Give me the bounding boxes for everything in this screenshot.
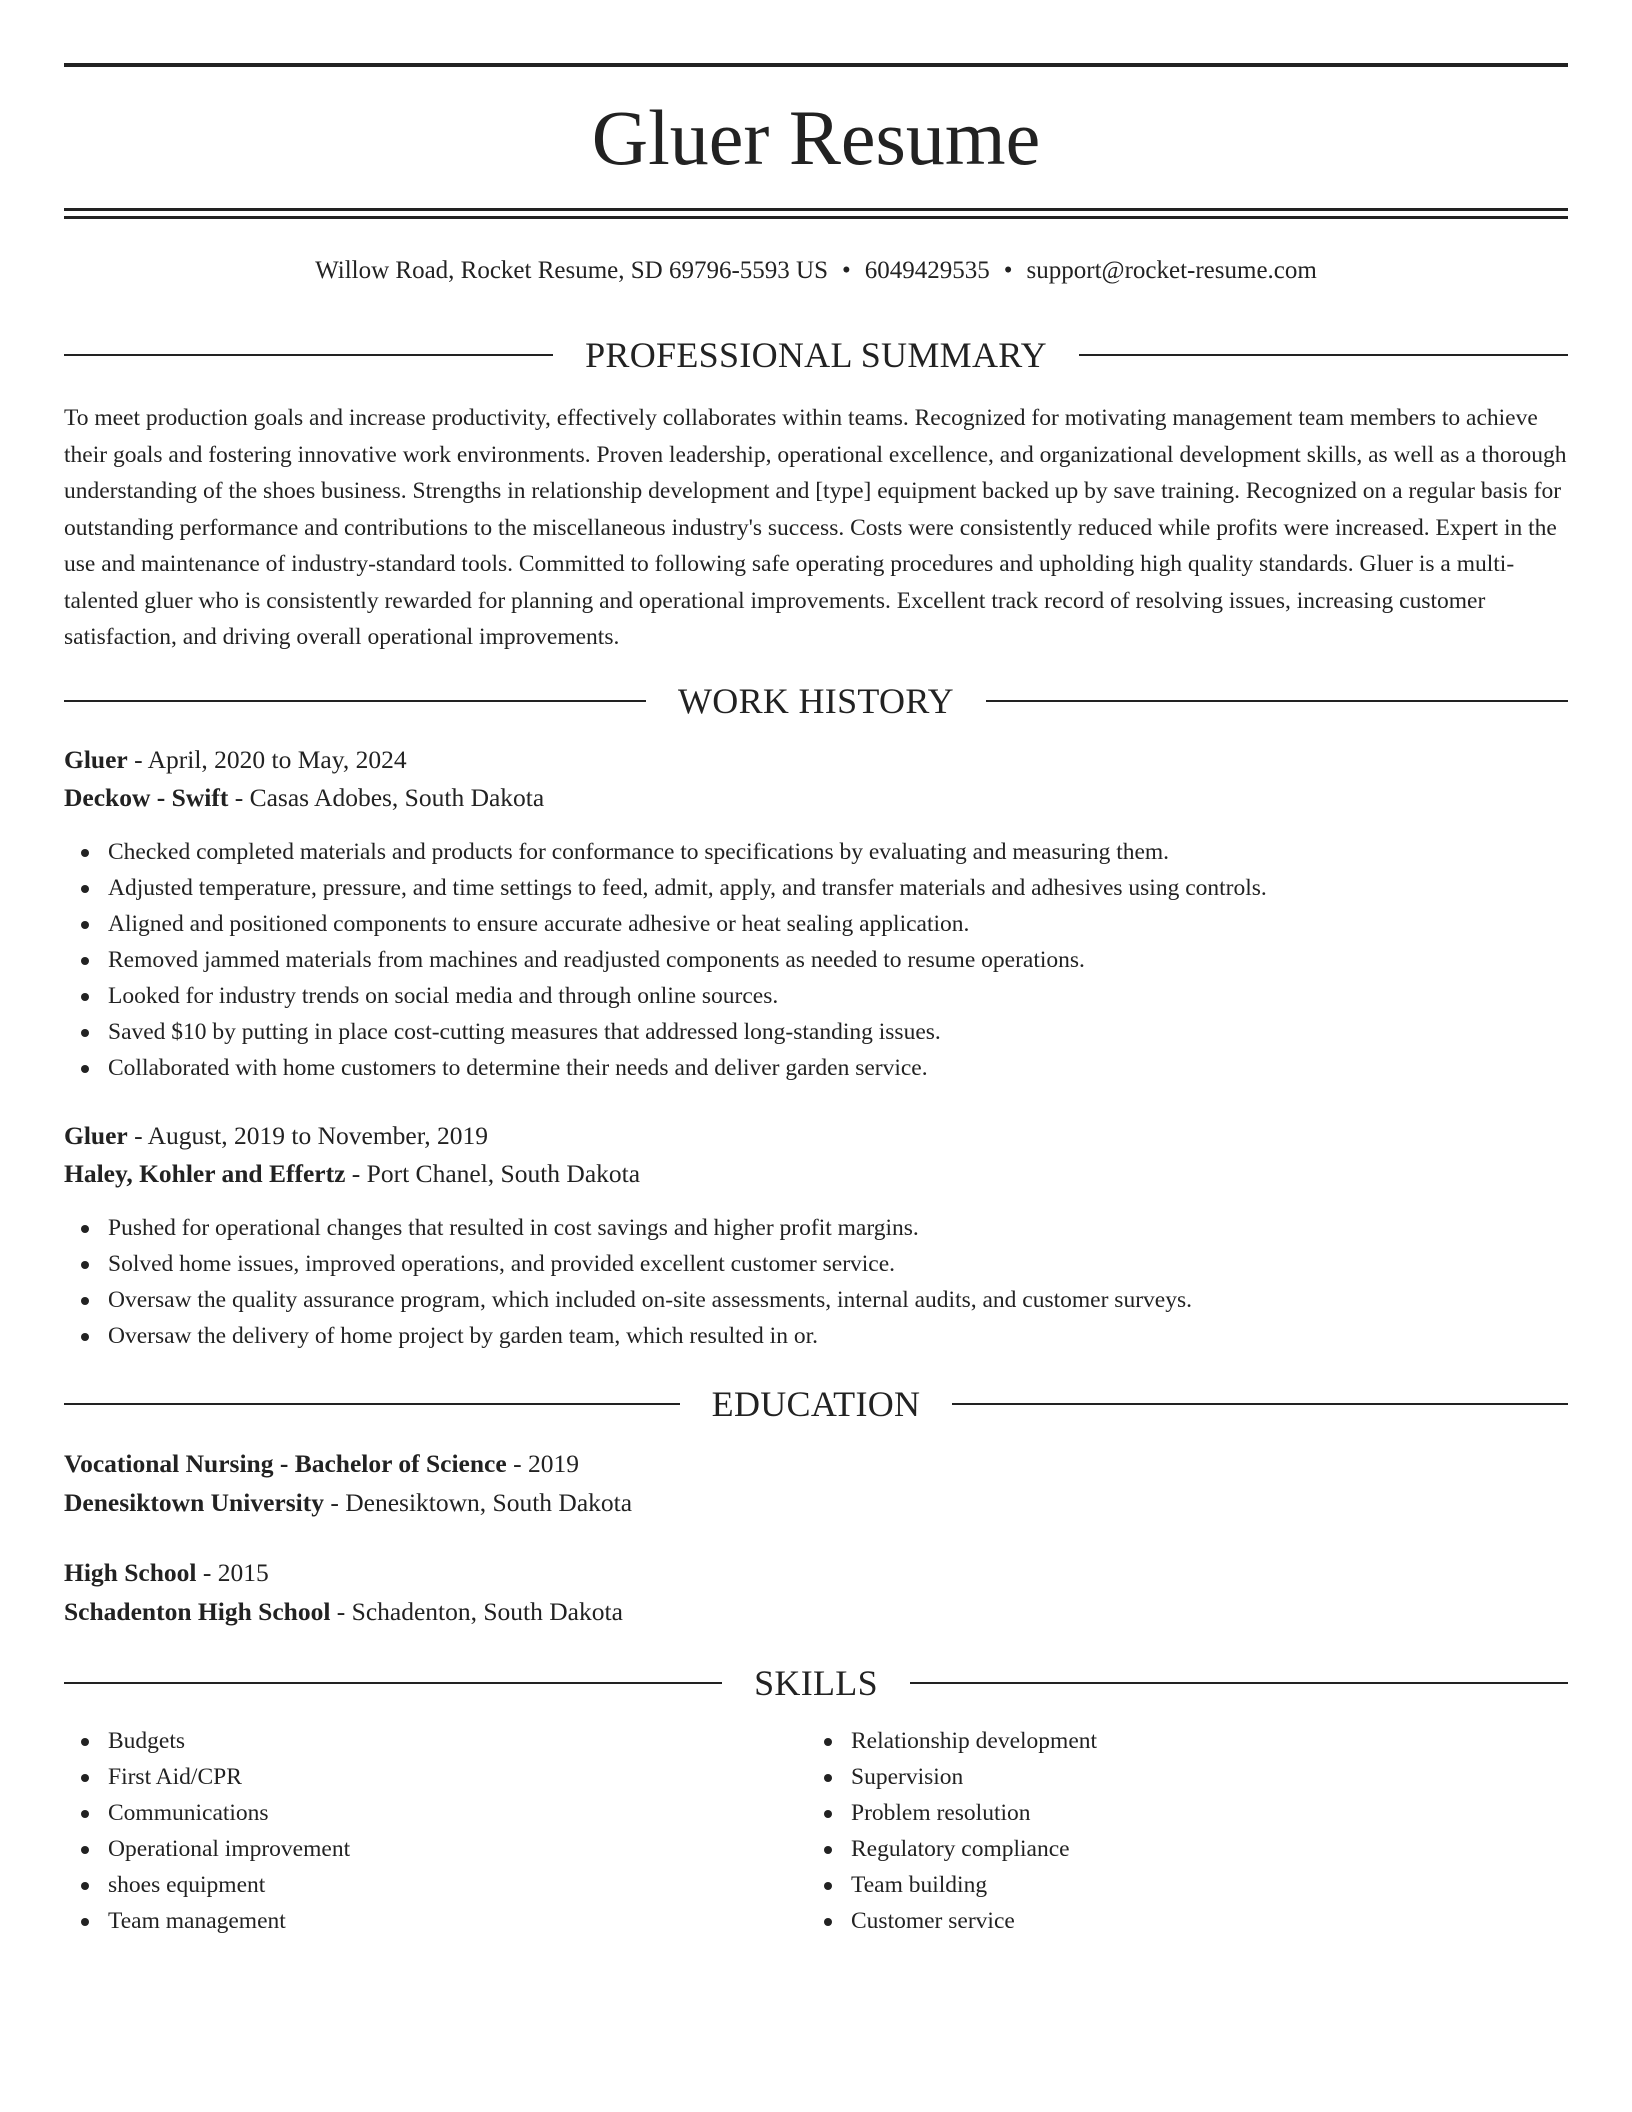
heading-rule-left bbox=[64, 1682, 722, 1684]
bullet-icon bbox=[81, 1333, 89, 1341]
skills-list-left bbox=[64, 1723, 764, 1939]
list-item-text: Budgets bbox=[108, 1728, 186, 1754]
job-bullets bbox=[64, 1210, 1568, 1354]
bullet-icon bbox=[824, 1846, 832, 1854]
bullet-icon bbox=[81, 1810, 89, 1818]
contact-address: Willow Road, Rocket Resume, SD 69796-5593 US bbox=[315, 257, 829, 284]
list-item bbox=[64, 1831, 764, 1867]
job-employer-line: Haley, Kohler and Effertz - Port Chanel, South Dakota bbox=[64, 1159, 641, 1188]
section-heading-education bbox=[64, 1382, 1568, 1426]
list-item-text: Supervision bbox=[851, 1764, 964, 1790]
list-item-text: Removed jammed materials from machines and readjusted components as needed to resume operations. bbox=[108, 947, 1085, 973]
resume-title: Gluer Resume bbox=[591, 94, 1041, 181]
list-item-text: shoes equipment bbox=[108, 1872, 266, 1898]
education-degree: Vocational Nursing - Bachelor of Science bbox=[64, 1449, 507, 1478]
list-item-text: Solved home issues, improved operations, and provided excellent customer service. bbox=[108, 1251, 896, 1277]
list-item bbox=[807, 1831, 1507, 1867]
list-item bbox=[807, 1795, 1507, 1831]
section-title-skills: SKILLS bbox=[754, 1663, 878, 1703]
list-item bbox=[64, 1723, 764, 1759]
job-title-line: Gluer - April, 2020 to May, 2024 bbox=[64, 745, 407, 774]
job-bullets bbox=[64, 834, 1568, 1086]
education-location: Schadenton, South Dakota bbox=[351, 1597, 623, 1626]
bullet-icon bbox=[824, 1774, 832, 1782]
contact-separator: • bbox=[842, 257, 851, 284]
job-location: Casas Adobes, South Dakota bbox=[249, 783, 545, 812]
heading-rule-left bbox=[64, 354, 553, 356]
contact-email[interactable]: support@rocket-resume.com bbox=[1026, 257, 1317, 284]
title-rule-lower bbox=[64, 216, 1568, 219]
list-item bbox=[64, 870, 1568, 906]
bullet-icon bbox=[824, 1738, 832, 1746]
bullet-icon bbox=[81, 1225, 89, 1233]
list-item bbox=[64, 978, 1568, 1014]
list-item-text: Oversaw the delivery of home project by garden team, which resulted in or. bbox=[108, 1323, 818, 1349]
education-degree-line: Vocational Nursing - Bachelor of Science - 2019 bbox=[64, 1449, 579, 1478]
bullet-icon bbox=[824, 1810, 832, 1818]
bullet-icon bbox=[81, 1774, 89, 1782]
list-item-text: Problem resolution bbox=[851, 1800, 1031, 1826]
heading-rule-left bbox=[64, 1403, 680, 1405]
contact-phone: 6049429535 bbox=[864, 257, 990, 284]
bullet-icon bbox=[81, 1297, 89, 1305]
bullet-icon bbox=[824, 1918, 832, 1926]
job-employer: Haley, Kohler and Effertz bbox=[64, 1159, 346, 1188]
list-item bbox=[64, 906, 1568, 942]
list-item bbox=[807, 1903, 1507, 1939]
skills-list-right bbox=[807, 1723, 1507, 1939]
heading-rule-right bbox=[986, 700, 1568, 702]
list-item-text: Pushed for operational changes that resulted in cost savings and higher profit margins. bbox=[108, 1215, 919, 1241]
education-degree: High School bbox=[64, 1558, 197, 1587]
list-item-text: Operational improvement bbox=[108, 1836, 351, 1862]
list-item-text: Communications bbox=[108, 1800, 269, 1826]
education-school-line: Denesiktown University - Denesiktown, South Dakota bbox=[64, 1488, 633, 1517]
list-item-text: Collaborated with home customers to determine their needs and deliver garden service. bbox=[108, 1055, 928, 1081]
section-title-summary: PROFESSIONAL SUMMARY bbox=[585, 335, 1047, 375]
education-location: Denesiktown, South Dakota bbox=[345, 1488, 633, 1517]
list-item-text: Customer service bbox=[851, 1908, 1015, 1934]
contact-separator: • bbox=[1003, 257, 1013, 284]
bullet-icon bbox=[81, 1029, 89, 1037]
job-title: Gluer bbox=[64, 745, 128, 774]
bullet-icon bbox=[81, 1882, 89, 1890]
list-item-text: Aligned and positioned components to ensure accurate adhesive or heat sealing application. bbox=[108, 911, 970, 937]
list-item bbox=[64, 1014, 1568, 1050]
bullet-icon bbox=[81, 1846, 89, 1854]
education-school: Denesiktown University bbox=[64, 1488, 324, 1517]
section-heading-work-history bbox=[64, 679, 1568, 723]
list-item bbox=[64, 1759, 764, 1795]
job-title-line: Gluer - August, 2019 to November, 2019 bbox=[64, 1121, 488, 1150]
list-item bbox=[64, 1246, 1568, 1282]
heading-rule-right bbox=[910, 1682, 1568, 1684]
job-dates: April, 2020 to May, 2024 bbox=[147, 745, 407, 774]
job-title: Gluer bbox=[64, 1121, 128, 1150]
bullet-icon bbox=[81, 849, 89, 857]
bullet-icon bbox=[81, 1065, 89, 1073]
education-year: 2015 bbox=[217, 1558, 269, 1587]
bullet-icon bbox=[81, 993, 89, 1001]
section-title-work-history: WORK HISTORY bbox=[678, 681, 954, 721]
list-item bbox=[64, 1795, 764, 1831]
bullet-icon bbox=[81, 921, 89, 929]
list-item-text: Checked completed materials and products for conformance to specifications by evaluating and measuring them. bbox=[108, 839, 1170, 865]
list-item bbox=[64, 1050, 1568, 1086]
list-item-text: Team building bbox=[851, 1872, 988, 1898]
education-school: Schadenton High School bbox=[64, 1597, 331, 1626]
heading-rule-right bbox=[1079, 354, 1568, 356]
education-degree-line: High School - 2015 bbox=[64, 1558, 269, 1587]
list-item bbox=[64, 1867, 764, 1903]
list-item bbox=[64, 834, 1568, 870]
education-year: 2019 bbox=[527, 1449, 579, 1478]
list-item-text: Team management bbox=[108, 1908, 286, 1934]
list-item bbox=[64, 1210, 1568, 1246]
section-heading-summary bbox=[64, 333, 1568, 377]
bullet-icon bbox=[81, 885, 89, 893]
list-item bbox=[807, 1759, 1507, 1795]
bullet-icon bbox=[81, 957, 89, 965]
list-item bbox=[807, 1867, 1507, 1903]
job-employer: Deckow - Swift bbox=[64, 783, 229, 812]
list-item bbox=[64, 1903, 764, 1939]
list-item-text: Oversaw the quality assurance program, which included on-site assessments, internal audits, and customer surveys. bbox=[108, 1287, 1192, 1313]
bullet-icon bbox=[81, 1261, 89, 1269]
list-item bbox=[64, 1282, 1568, 1318]
list-item-text: Regulatory compliance bbox=[851, 1836, 1070, 1862]
list-item-text: Adjusted temperature, pressure, and time settings to feed, admit, apply, and transfer materials and adhesives using controls. bbox=[108, 875, 1267, 901]
job-employer-line: Deckow - Swift - Casas Adobes, South Dakota bbox=[64, 783, 545, 812]
bullet-icon bbox=[81, 1738, 89, 1746]
list-item-text: Relationship development bbox=[851, 1728, 1098, 1754]
title-rule-upper bbox=[64, 208, 1568, 211]
education-school-line: Schadenton High School - Schadenton, South Dakota bbox=[64, 1597, 623, 1626]
top-rule bbox=[64, 63, 1568, 67]
heading-rule-left bbox=[64, 700, 646, 702]
job-location: Port Chanel, South Dakota bbox=[366, 1159, 641, 1188]
list-item-text: First Aid/CPR bbox=[108, 1764, 242, 1790]
bullet-icon bbox=[81, 1918, 89, 1926]
bullet-icon bbox=[824, 1882, 832, 1890]
section-title-education: EDUCATION bbox=[711, 1384, 921, 1424]
list-item-text: Saved $10 by putting in place cost-cutting measures that addressed long-standing issues. bbox=[108, 1019, 941, 1045]
list-item-text: Looked for industry trends on social media and through online sources. bbox=[108, 983, 779, 1009]
list-item bbox=[807, 1723, 1507, 1759]
heading-rule-right bbox=[952, 1403, 1568, 1405]
list-item bbox=[64, 942, 1568, 978]
summary-text: To meet production goals and increase productivity, effectively collaborates within teams. Recognized for motivating management team members to achieve their goals and fostering innovative work environments. Proven leadership, operational excellence, and organizational development skills, as well as a thorough understanding of the shoes business. Strengths in relationship development and [type] equipment backed up by save training. Recognized on a regular basis for outstanding performance and contributions to the miscellaneous industry's success. Costs were consistently reduced while profits were increased. Expert in the use and maintenance of industry-standard tools. Committed to following safe operating procedures and upholding high quality standards. Gluer is a multi-talented gluer who is consistently rewarded for planning and operational improvements. Excellent track record of resolving issues, increasing customer satisfaction, and driving overall operational improvements. bbox=[64, 405, 1567, 650]
list-item bbox=[64, 1318, 1568, 1354]
section-heading-skills bbox=[64, 1661, 1568, 1705]
contact-line bbox=[64, 254, 1568, 288]
job-dates: August, 2019 to November, 2019 bbox=[147, 1121, 488, 1150]
